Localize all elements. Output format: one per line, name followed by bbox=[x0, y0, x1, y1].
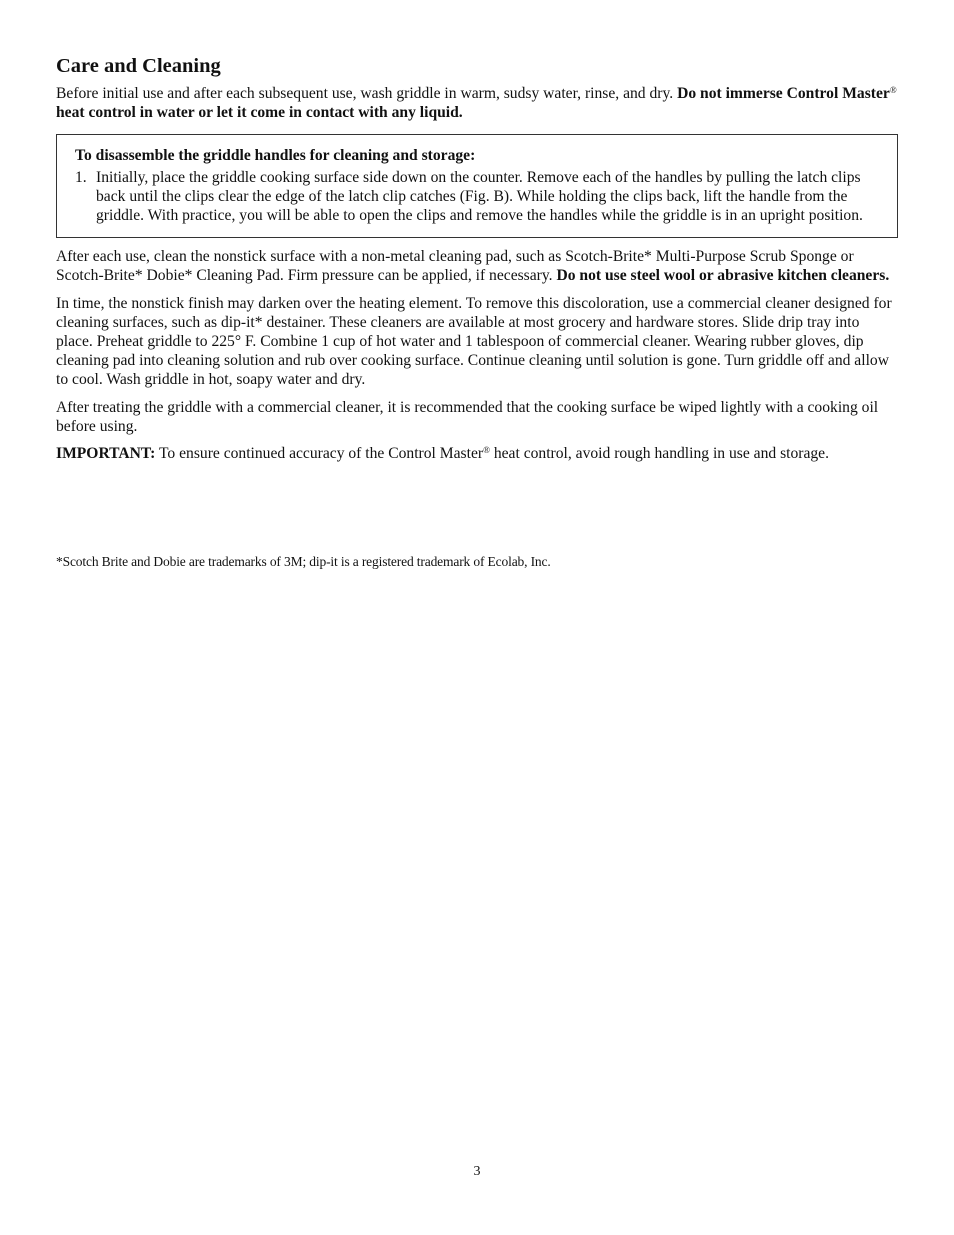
important-text-2: heat control, avoid rough handling in use and storage. bbox=[489, 445, 830, 463]
after-treating-paragraph: After treating the griddle with a commercial cleaner, it is recommended that the cooking surface be wiped lightly with a cooking oil before using. bbox=[56, 398, 879, 435]
intro-warning-part-2: heat control in water or let it come in contact with any liquid. bbox=[56, 104, 463, 122]
page-number: 3 bbox=[473, 1164, 481, 1179]
nonstick-warning: Do not use steel wool or abrasive kitchen cleaners. bbox=[556, 267, 890, 285]
intro-warning-part-1: Do not immerse Control Master bbox=[677, 85, 890, 102]
box-title: To disassemble the griddle handles for cleaning and storage: bbox=[75, 147, 476, 165]
step-text: Initially, place the griddle cooking surface side down on the counter. Remove each of the handles by pulling the latch clips back until the clips clear the edge of the latch clip catches (Fig. B). While holding the clips back, lift the handle from the griddle. With practice, you will be able to open the clips and remove the handles while the griddle is in an upright position. bbox=[96, 168, 863, 225]
important-label: IMPORTANT: bbox=[56, 445, 156, 463]
list-item bbox=[75, 168, 883, 226]
intro-text: Before initial use and after each subsequent use, wash griddle in warm, sudsy water, rinse, and dry. bbox=[56, 85, 678, 102]
step-number: 1. bbox=[75, 168, 87, 186]
disassembly-instructions-box bbox=[56, 134, 898, 238]
nonstick-cleaning-paragraph bbox=[56, 247, 898, 285]
registered-mark: ® bbox=[483, 445, 490, 456]
trademark-footnote: *Scotch Brite and Dobie are trademarks of 3M; dip-it is a registered trademark of Ecolab, Inc. bbox=[56, 554, 551, 569]
care-and-cleaning-section bbox=[56, 53, 898, 463]
important-paragraph bbox=[56, 444, 898, 463]
discoloration-paragraph: In time, the nonstick finish may darken over the heating element. To remove this discoloration, use a commercial cleaner designed for cleaning surfaces, such as dip-it* destainer. These cleaners are available at most grocery and hardware stores. Slide drip tray into place. Preheat griddle to 225° F. Combine 1 cup of hot water and 1 tablespoon of commercial cleaner. Wearing rubber gloves, dip cleaning pad into cleaning solution and rub over cooking surface. Continue cleaning until solution is gone. Turn griddle off and allow to cool. Wash griddle in hot, soapy water and dry. bbox=[56, 294, 892, 389]
important-text-1: To ensure continued accuracy of the Control Master bbox=[155, 445, 484, 463]
registered-mark: ® bbox=[889, 85, 897, 95]
intro-paragraph bbox=[56, 84, 898, 122]
nonstick-text: After each use, clean the nonstick surface with a non-metal cleaning pad, such as Scotch-Brite* Multi-Purpose Scrub Sponge or Scotch-Brite* Dobie* Cleaning Pad. Firm pressure can be applied, if necessary. bbox=[56, 248, 854, 285]
section-title: Care and Cleaning bbox=[56, 55, 221, 77]
